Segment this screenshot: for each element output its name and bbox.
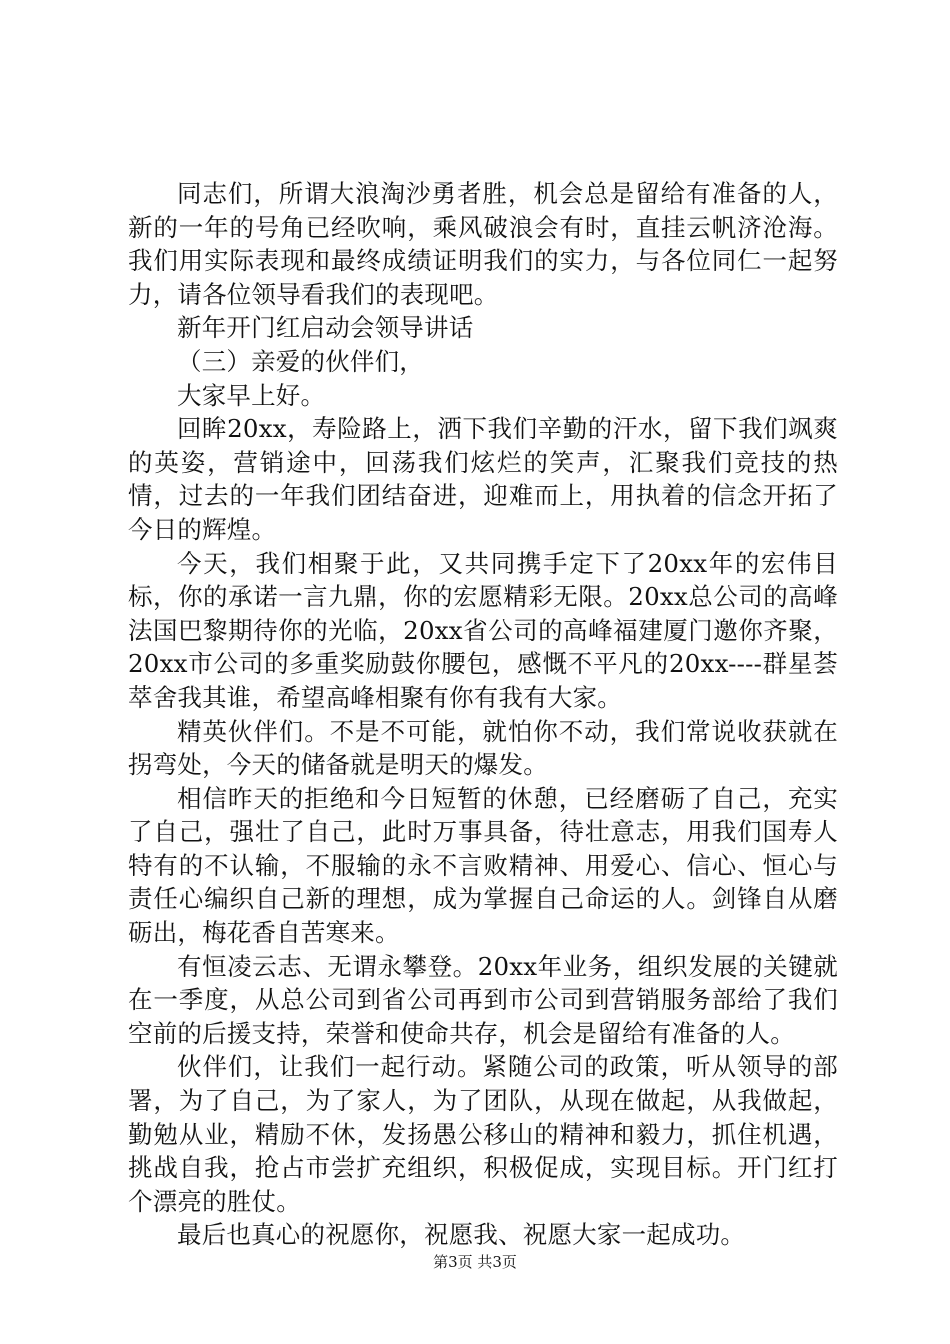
paragraph-speech-title: 新年开门红启动会领导讲话 bbox=[177, 313, 474, 343]
paragraph-call-to-action: 伙伴们，让我们一起行动。紧随公司的政策，听从领导的部署，为了自己，为了家人，为了团队，从现在做起，从我做起，勤勉从业，精励不休，发扬愚公移山的精神和毅力，抓住机遇，挑战自我，抢占市尝扩充组织，积极促成，实现目标。开门红打个漂亮的胜仗。 bbox=[128, 1052, 838, 1216]
paragraph-blessing: 最后也真心的祝愿你，祝愿我、祝愿大家一起成功。 bbox=[177, 1220, 746, 1250]
paragraph-greeting: 大家早上好。 bbox=[177, 380, 326, 410]
speech-body bbox=[128, 177, 838, 1252]
paragraph-review: 回眸20xx，寿险路上，洒下我们辛勤的汗水，留下我们飒爽的英姿，营销途中，回荡我们炫烂的笑声，汇聚我们竞技的热情，过去的一年我们团结奋进，迎难而上，用执着的信念开拓了今日的辉煌。 bbox=[128, 414, 838, 544]
paragraph-first-quarter: 有恒凌云志、无谓永攀登。20xx年业务，组织发展的关键就在一季度，从总公司到省公司再到市公司到营销服务部给了我们空前的后援支持，荣誉和使命共存，机会是留给有准备的人。 bbox=[128, 951, 838, 1048]
page-number-footer: 第3页 共3页 bbox=[433, 1253, 517, 1271]
paragraph-section-heading: （三）亲爱的伙伴们， bbox=[177, 346, 424, 376]
paragraph-belief: 相信昨天的拒绝和今日短暂的休憩，已经磨砺了自己，充实了自己，强壮了自己，此时万事具备，待壮意志，用我们国寿人特有的不认输，不服输的永不言败精神、用爱心、信心、恒心与责任心编织自己新的理想，成为掌握自己命运的人。剑锋自从磨砺出，梅花香自苦寒来。 bbox=[128, 783, 838, 948]
paragraph-elite-partners: 精英伙伴们。不是不可能，就怕你不动，我们常说收获就在拐弯处，今天的储备就是明天的爆发。 bbox=[128, 716, 838, 780]
paragraph-closing-remarks: 同志们，所谓大浪淘沙勇者胜，机会总是留给有准备的人，新的一年的号角已经吹响，乘风破浪会有时，直挂云帆济沧海。我们用实际表现和最终成绩证明我们的实力，与各位同仁一起努力，请各位领导看我们的表现吧。 bbox=[128, 179, 838, 309]
paragraph-goals: 今天，我们相聚于此，又共同携手定下了20xx年的宏伟目标，你的承诺一言九鼎，你的宏愿精彩无限。20xx总公司的高峰法国巴黎期待你的光临，20xx省公司的高峰福建厦门邀你齐聚，20xx市公司的多重奖励鼓你腰包，感慨不平凡的20xx----群星荟萃舍我其谁，希望高峰相聚有你有我有大家。 bbox=[128, 548, 838, 712]
